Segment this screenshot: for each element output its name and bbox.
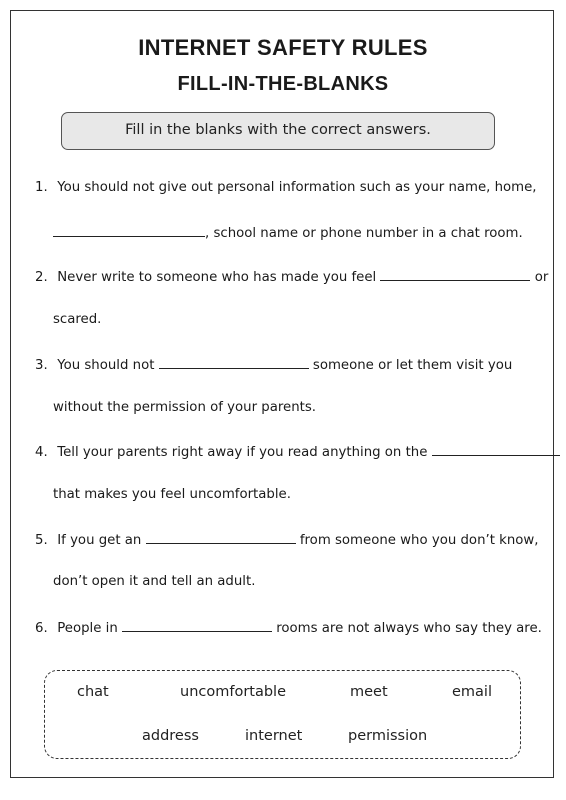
word-bank-item: email — [452, 684, 492, 700]
worksheet-title: INTERNET SAFETY RULES — [138, 35, 428, 60]
question-text: rooms are not always who say they are. — [276, 621, 542, 636]
question-number: 5. — [35, 533, 48, 548]
word-bank-item: uncomfortable — [180, 684, 287, 700]
question-number: 6. — [35, 621, 48, 636]
word-bank-item: meet — [350, 684, 388, 700]
question-text: from someone who you don’t know, — [299, 533, 539, 548]
question-number: 1. — [35, 180, 48, 195]
question-text: You should not give out personal information such as your name, home, — [57, 180, 537, 195]
answer-blank[interactable] — [146, 531, 296, 544]
question-text: or — [534, 270, 549, 285]
question-text: Never write to someone who has made you feel — [57, 270, 377, 285]
word-bank-item: internet — [245, 728, 303, 744]
question-number: 2. — [35, 270, 48, 285]
question-6 — [35, 619, 542, 636]
question-3 — [35, 356, 512, 373]
answer-blank[interactable] — [159, 356, 309, 369]
question-5 — [35, 531, 539, 548]
question-3-line-2: without the permission of your parents. — [53, 400, 317, 415]
word-bank-item: chat — [77, 684, 109, 700]
question-2 — [35, 268, 548, 285]
question-2-line-2: scared. — [53, 312, 102, 327]
question-5-line-2: don’t open it and tell an adult. — [53, 574, 256, 589]
question-text: If you get an — [57, 533, 142, 548]
question-number: 3. — [35, 358, 48, 373]
question-text: , school name or phone number in a chat room. — [205, 226, 523, 241]
answer-blank[interactable] — [380, 268, 530, 281]
worksheet-subtitle: FILL-IN-THE-BLANKS — [177, 73, 389, 95]
question-4-line-2: that makes you feel uncomfortable. — [53, 487, 291, 502]
question-1-line-2 — [53, 224, 523, 241]
word-bank-item: address — [142, 728, 199, 744]
instructions-box: Fill in the blanks with the correct answers. — [61, 112, 495, 150]
question-text: Tell your parents right away if you read anything on the — [57, 445, 428, 460]
question-text: someone or let them visit you — [312, 358, 513, 373]
answer-blank[interactable] — [122, 619, 272, 632]
answer-blank[interactable] — [53, 224, 205, 237]
question-1 — [35, 180, 537, 195]
question-4 — [35, 443, 560, 460]
question-text: People in — [57, 621, 118, 636]
answer-blank[interactable] — [432, 443, 560, 456]
question-number: 4. — [35, 445, 48, 460]
question-text: You should not — [57, 358, 155, 373]
word-bank-item: permission — [348, 728, 428, 744]
